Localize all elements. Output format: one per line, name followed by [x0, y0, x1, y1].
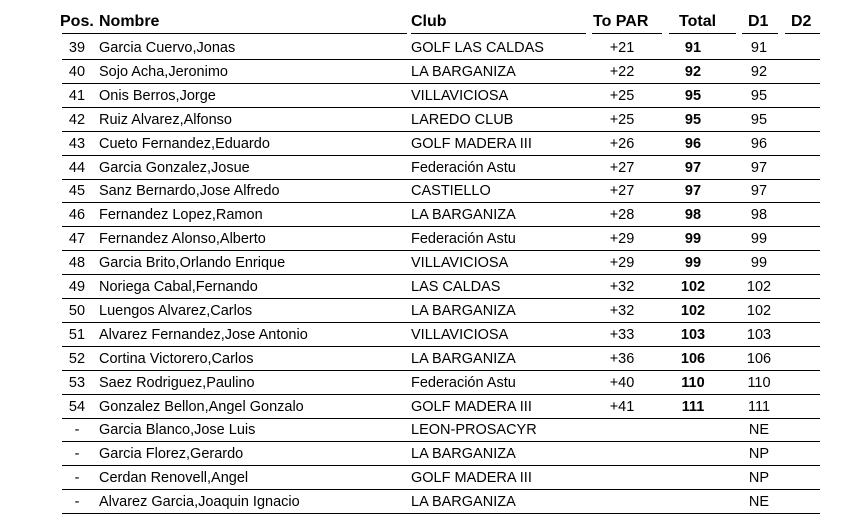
- table-row: [62, 251, 820, 275]
- cell-total: 97: [684, 183, 702, 200]
- cell-total: 92: [684, 63, 702, 80]
- cell-pos: -: [74, 446, 80, 463]
- cell-total: 102: [680, 279, 706, 295]
- cell-total: 95: [684, 111, 702, 128]
- cell-pos: 39: [68, 40, 86, 56]
- cell-name: Sojo Acha,Jeronimo: [99, 63, 228, 80]
- cell-name: Ruiz Alvarez,Alfonso: [99, 111, 232, 128]
- cell-name: Cortina Victorero,Carlos: [99, 350, 254, 367]
- cell-to-par: +28: [609, 207, 635, 224]
- cell-to-par: +40: [609, 374, 635, 391]
- cell-to-par: +36: [609, 350, 635, 367]
- cell-club: LA BARGANIZA: [411, 350, 516, 367]
- cell-club: LAREDO CLUB: [411, 111, 514, 128]
- cell-name: Cueto Fernandez,Eduardo: [99, 135, 270, 152]
- cell-d1: NE: [748, 494, 770, 511]
- cell-pos: 42: [68, 111, 86, 128]
- cell-name: Cerdan Renovell,Angel: [99, 470, 249, 487]
- cell-club: LA BARGANIZA: [411, 207, 516, 224]
- cell-total: 106: [680, 350, 706, 367]
- cell-to-par: +32: [609, 302, 635, 319]
- header-to-par: To PAR: [593, 13, 649, 30]
- cell-to-par: +22: [609, 63, 635, 80]
- table-row: [62, 156, 820, 180]
- header-pos: Pos.: [60, 13, 94, 30]
- cell-to-par: +32: [609, 279, 635, 295]
- cell-club: LA BARGANIZA: [411, 494, 516, 511]
- cell-pos: -: [74, 422, 80, 439]
- cell-d1: 111: [747, 398, 771, 415]
- cell-club: LAS CALDAS: [411, 279, 501, 295]
- cell-to-par: +29: [609, 255, 635, 272]
- cell-to-par: +27: [609, 159, 635, 176]
- cell-club: LA BARGANIZA: [411, 63, 516, 80]
- cell-d1: NP: [748, 470, 770, 487]
- cell-pos: -: [74, 494, 80, 511]
- header-d1: D1: [748, 13, 769, 30]
- cell-pos: 40: [68, 63, 86, 80]
- cell-d1: 92: [750, 63, 768, 80]
- cell-d1: 102: [746, 279, 772, 295]
- cell-to-par: +41: [609, 398, 635, 415]
- table-row: [62, 132, 820, 156]
- cell-total: 99: [684, 231, 702, 248]
- cell-club: LA BARGANIZA: [411, 446, 516, 463]
- table-row: [62, 299, 820, 323]
- cell-d1: 97: [750, 159, 768, 176]
- cell-pos: 44: [68, 159, 86, 176]
- cell-pos: 51: [68, 326, 86, 343]
- cell-pos: 45: [68, 183, 86, 200]
- cell-to-par: +21: [609, 40, 635, 56]
- table-row: [62, 227, 820, 251]
- cell-d1: 106: [746, 350, 772, 367]
- cell-d1: 110: [747, 374, 771, 391]
- header-underline-total: [669, 33, 736, 34]
- cell-d1: 91: [750, 40, 768, 56]
- cell-club: Federación Astu: [411, 159, 516, 176]
- table-row: [62, 203, 820, 227]
- cell-name: Garcia Cuervo,Jonas: [99, 40, 236, 56]
- cell-d1: 99: [750, 255, 768, 272]
- cell-pos: 43: [68, 135, 86, 152]
- cell-pos: 48: [68, 255, 86, 272]
- cell-pos: -: [74, 470, 80, 487]
- header-underline-d2: [785, 33, 820, 34]
- cell-name: Garcia Gonzalez,Josue: [99, 159, 250, 176]
- cell-club: GOLF LAS CALDAS: [411, 40, 544, 56]
- header-underline-d1: [742, 33, 778, 34]
- cell-to-par: +25: [609, 87, 635, 104]
- cell-d1: 98: [750, 207, 768, 224]
- header-total: Total: [679, 13, 717, 30]
- cell-d1: 95: [750, 87, 768, 104]
- cell-to-par: +26: [609, 135, 635, 152]
- table-row: [62, 442, 820, 466]
- cell-total: 110: [681, 374, 705, 391]
- header-underline-club: [411, 33, 586, 34]
- table-row: [62, 84, 820, 108]
- cell-total: 99: [684, 255, 702, 272]
- cell-total: 97: [684, 159, 702, 176]
- cell-pos: 47: [68, 231, 86, 248]
- table-row: [62, 275, 820, 299]
- table-row: [62, 347, 820, 371]
- cell-d1: NE: [748, 422, 770, 439]
- cell-d1: 102: [746, 302, 772, 319]
- cell-name: Onis Berros,Jorge: [99, 87, 216, 104]
- cell-d1: 97: [750, 183, 768, 200]
- cell-total: 91: [684, 40, 702, 56]
- table-row: [62, 466, 820, 490]
- cell-club: Federación Astu: [411, 374, 516, 391]
- cell-club: VILLAVICIOSA: [411, 87, 509, 104]
- table-row: [62, 323, 820, 347]
- cell-club: LA BARGANIZA: [411, 302, 516, 319]
- cell-name: Alvarez Fernandez,Jose Antonio: [99, 326, 308, 343]
- cell-total: 102: [680, 302, 706, 319]
- cell-name: Fernandez Lopez,Ramon: [99, 207, 263, 224]
- cell-name: Noriega Cabal,Fernando: [99, 279, 258, 295]
- table-row: [62, 395, 820, 419]
- cell-to-par: +27: [609, 183, 635, 200]
- cell-club: GOLF MADERA III: [411, 470, 532, 487]
- cell-name: Fernandez Alonso,Alberto: [99, 231, 266, 248]
- cell-name: Garcia Florez,Gerardo: [99, 446, 244, 463]
- cell-name: Alvarez Garcia,Joaquin Ignacio: [99, 494, 300, 511]
- cell-d1: NP: [748, 446, 770, 463]
- cell-club: VILLAVICIOSA: [411, 255, 509, 272]
- cell-d1: 96: [750, 135, 768, 152]
- cell-to-par: +29: [609, 231, 635, 248]
- cell-pos: 41: [68, 87, 86, 104]
- cell-d1: 95: [750, 111, 768, 128]
- cell-name: Gonzalez Bellon,Angel Gonzalo: [99, 398, 304, 415]
- header-underline-to-par: [592, 33, 662, 34]
- cell-club: VILLAVICIOSA: [411, 326, 509, 343]
- cell-pos: 46: [68, 207, 86, 224]
- table-row: [62, 179, 820, 203]
- cell-club: LEON-PROSACYR: [411, 422, 537, 439]
- cell-pos: 50: [68, 302, 86, 319]
- cell-total: 103: [680, 326, 706, 343]
- cell-name: Garcia Brito,Orlando Enrique: [99, 255, 286, 272]
- cell-club: GOLF MADERA III: [411, 398, 532, 415]
- cell-name: Saez Rodriguez,Paulino: [99, 374, 255, 391]
- table-row: [62, 371, 820, 395]
- cell-name: Garcia Blanco,Jose Luis: [99, 422, 256, 439]
- cell-d1: 99: [750, 231, 768, 248]
- table-row: [62, 418, 820, 442]
- cell-club: Federación Astu: [411, 231, 516, 248]
- cell-pos: 53: [68, 374, 86, 391]
- cell-total: 95: [684, 87, 702, 104]
- header-d2: D2: [791, 13, 812, 30]
- cell-pos: 54: [68, 398, 86, 415]
- cell-to-par: +33: [609, 326, 635, 343]
- cell-total: 98: [684, 207, 702, 224]
- cell-pos: 49: [68, 279, 86, 295]
- header-club: Club: [411, 13, 447, 30]
- table-row: [62, 36, 820, 60]
- cell-to-par: +25: [609, 111, 635, 128]
- cell-total: 96: [684, 135, 702, 152]
- table-row: [62, 490, 820, 514]
- cell-d1: 103: [746, 326, 772, 343]
- header-underline-name: [62, 33, 407, 34]
- cell-total: 111: [681, 398, 705, 415]
- table-row: [62, 108, 820, 132]
- cell-name: Sanz Bernardo,Jose Alfredo: [99, 183, 280, 200]
- header-name: Nombre: [99, 13, 160, 30]
- cell-pos: 52: [68, 350, 86, 367]
- table-row: [62, 60, 820, 84]
- cell-name: Luengos Alvarez,Carlos: [99, 302, 253, 319]
- cell-club: CASTIELLO: [411, 183, 491, 200]
- cell-club: GOLF MADERA III: [411, 135, 532, 152]
